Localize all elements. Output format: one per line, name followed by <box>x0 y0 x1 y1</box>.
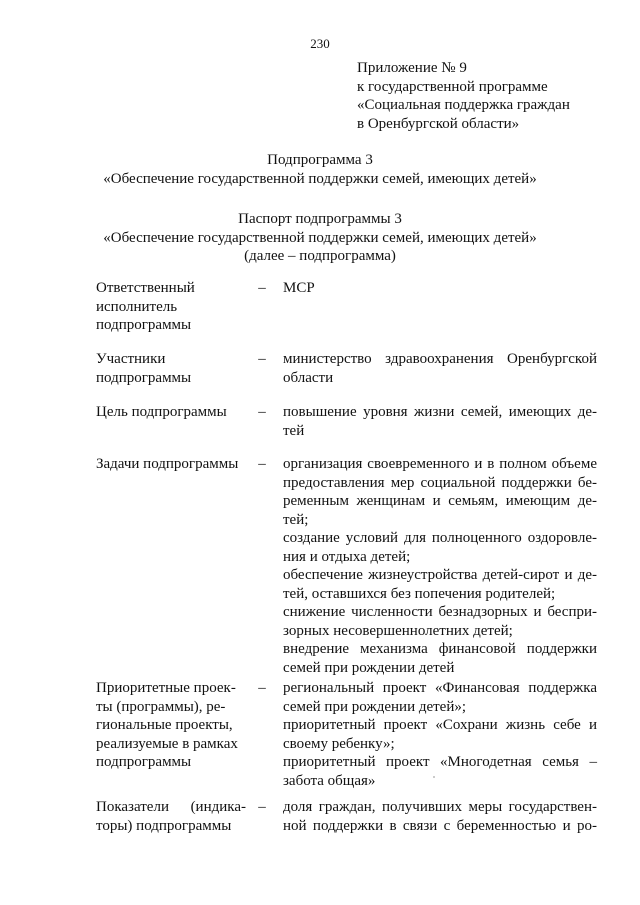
label-line: гиональные проекты, <box>96 717 233 733</box>
row-label <box>96 279 254 335</box>
annex-line: Приложение № 9 <box>357 60 467 76</box>
annex-block <box>357 59 627 133</box>
subprogram-heading <box>0 151 640 188</box>
value-line: своему ребенку»; <box>283 735 395 752</box>
value-line: министерство здравоохранения Оренбургской <box>283 351 597 367</box>
passport-note: (далее – подпрограмма) <box>244 248 396 264</box>
value-line: ременным женщинам и семьям, имеющим де- <box>283 493 597 509</box>
label-line: Задачи подпрограммы <box>96 456 239 472</box>
page-number: 230 <box>310 36 330 51</box>
row-label <box>96 403 254 422</box>
value-line: семей при рождении детей <box>283 659 455 676</box>
value-line: доля граждан, получивших меры государствен- <box>283 799 597 815</box>
row-dash: – <box>258 280 266 296</box>
row-dash: – <box>258 351 266 367</box>
row-label <box>96 455 254 474</box>
row-label <box>96 679 254 772</box>
row-dash: – <box>258 680 266 696</box>
value-line: забота общая» <box>283 772 376 789</box>
passport-heading <box>0 210 640 266</box>
value-line: зорных несовершеннолетних детей; <box>283 622 513 639</box>
value-line: внедрение механизма финансовой поддержки <box>283 641 597 657</box>
subprogram-title: Подпрограмма 3 <box>267 152 373 168</box>
value-line: приоритетный проект «Многодетная семья – <box>283 754 597 770</box>
row-dash: – <box>258 456 266 472</box>
annex-line: «Социальная поддержка граждан <box>357 97 570 113</box>
value-line: предоставления мер социальной поддержки бе- <box>283 474 597 491</box>
annex-line: в Оренбургской области» <box>357 115 520 132</box>
row-value <box>283 279 597 298</box>
value-line: ния и отдыха детей; <box>283 548 411 565</box>
row-value <box>283 350 597 387</box>
label-line: торы) подпрограммы <box>96 817 232 834</box>
label-line: подпрограммы <box>96 754 192 770</box>
passport-name: «Обеспечение государственной поддержки семей, имеющих детей» <box>103 229 537 246</box>
passport-title: Паспорт подпрограммы 3 <box>238 211 402 227</box>
value-line: региональный проект «Финансовая поддержка <box>283 680 597 696</box>
value-line: тей <box>283 422 305 439</box>
label-line: ты (программы), ре- <box>96 698 226 715</box>
value-line: организация своевременного и в полном объеме <box>283 456 597 472</box>
label-line: Показатели (индика- <box>96 799 246 815</box>
value-line: тей, оставшихся без попечения родителей; <box>283 585 556 602</box>
row-value <box>283 679 597 790</box>
label-line: подпрограммы <box>96 369 192 386</box>
value-line: МСР <box>283 280 315 296</box>
label-line: Приоритетные проек- <box>96 680 236 696</box>
label-line: реализуемые в рамках <box>96 735 238 752</box>
value-line: ной поддержки в связи с беременностью и ро- <box>283 817 597 834</box>
row-dash: – <box>258 799 266 815</box>
annex-line: к государственной программе <box>357 78 548 95</box>
value-line: тей; <box>283 511 309 528</box>
value-line: создание условий для полноценного оздоровле- <box>283 530 597 546</box>
row-label <box>96 350 254 387</box>
subprogram-name: «Обеспечение государственной поддержки семей, имеющих детей» <box>103 170 537 187</box>
value-line: снижение численности безнадзорных и беспри- <box>283 604 597 620</box>
value-line: приоритетный проект «Сохрани жизнь себе и <box>283 717 597 733</box>
row-dash: – <box>258 404 266 420</box>
row-value <box>283 403 597 440</box>
value-line: семей при рождении детей»; <box>283 698 467 715</box>
label-line: исполнитель <box>96 298 178 315</box>
label-line: Цель подпрограммы <box>96 404 227 420</box>
value-line: обеспечение жизнеустройства детей-сирот и де- <box>283 567 597 583</box>
label-line: подпрограммы <box>96 317 192 333</box>
row-value <box>283 798 597 835</box>
scan-speck <box>433 776 435 778</box>
label-line: Ответственный <box>96 280 195 296</box>
row-label <box>96 798 254 835</box>
value-line: повышение уровня жизни семей, имеющих де- <box>283 404 597 420</box>
value-line: области <box>283 369 334 386</box>
label-line: Участники <box>96 351 166 367</box>
row-value <box>283 455 597 677</box>
